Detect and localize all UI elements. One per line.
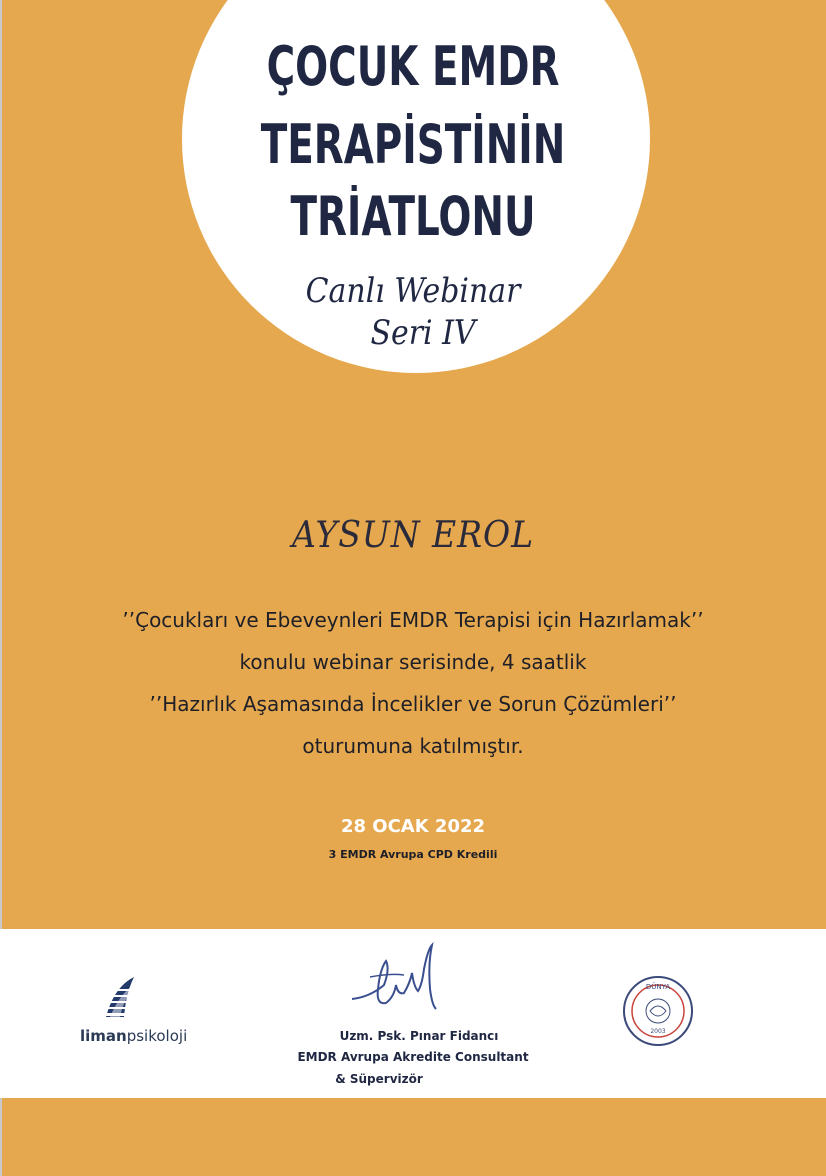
seal-top-text: DÜNYA xyxy=(645,983,671,991)
body-line-3: ’’Hazırlık Aşamasında İncelikler ve Sorun Çözümleri’’ xyxy=(149,692,677,716)
footer-band xyxy=(0,929,826,1098)
liman-dome-icon xyxy=(80,973,200,1025)
dunya-seal-icon xyxy=(622,975,694,1047)
logo-text-bold: liman xyxy=(80,1027,127,1045)
subtitle-line-2: Seri IV xyxy=(370,313,476,353)
seal-year: 2003 xyxy=(650,1028,666,1035)
body-line-1: ’’Çocukları ve Ebeveynleri EMDR Terapisi için Hazırlamak’’ xyxy=(122,608,704,632)
logo-text-rest: psikoloji xyxy=(126,1027,188,1045)
subtitle-line-1: Canlı Webinar xyxy=(305,271,521,311)
certificate-body xyxy=(0,604,826,772)
title-line-1: ÇOCUK EMDR xyxy=(266,35,560,98)
signatory-role-2: & Süpervizör xyxy=(335,1072,423,1086)
recipient-name: AYSUN EROL xyxy=(291,515,535,556)
event-date: 28 OCAK 2022 xyxy=(340,816,486,837)
title-line-3: TRİATLONU xyxy=(290,185,536,248)
body-line-2: konulu webinar serisinde, 4 saatlik xyxy=(239,650,587,674)
signature-image xyxy=(340,939,450,1019)
signatory-role-1: EMDR Avrupa Akredite Consultant xyxy=(297,1050,529,1064)
title-line-2: TERAPİSTİNİN xyxy=(260,113,566,176)
body-line-4: oturumuna katılmıştır. xyxy=(302,734,524,758)
signatory-name: Uzm. Psk. Pınar Fidancı xyxy=(339,1029,499,1043)
cpd-credit: 3 EMDR Avrupa CPD Kredili xyxy=(328,848,498,861)
